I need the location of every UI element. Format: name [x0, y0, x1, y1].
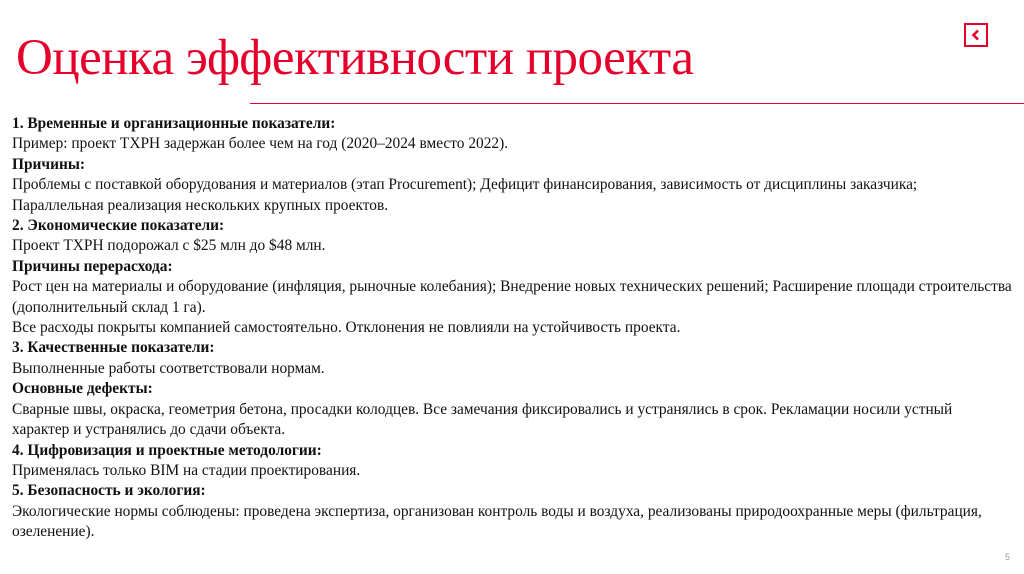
slide-title: Оценка эффективности проекта — [16, 30, 694, 86]
reasons-text: Проблемы с поставкой оборудования и материалов (этап Procurement); Дефицит финансирования, зависимость от дисциплины заказчика; Параллельная реализация нескольких крупных проектов. — [12, 176, 918, 214]
title-divider — [250, 103, 1024, 104]
subheading-reasons: Причины: — [12, 155, 85, 173]
slide-content — [12, 114, 1012, 543]
section-heading-time: 1. Временные и организационные показатели: — [12, 115, 336, 132]
back-button[interactable] — [964, 23, 988, 47]
section-heading-quality: 3. Качественные показатели: — [12, 339, 215, 357]
section-heading-safety: 5. Безопасность и экология: — [12, 482, 206, 500]
subheading-overrun-reasons: Причины перерасхода: — [12, 257, 173, 275]
expenses-covered-text: Все расходы покрыты компанией самостоятельно. Отклонения не повлияли на устойчивость проекта. — [12, 319, 681, 337]
time-example-text: Пример: проект ТХРН задержан более чем на год (2020–2024 вместо 2022). — [12, 135, 509, 153]
digitalization-text: Применялась только BIM на стадии проектирования. — [12, 461, 361, 479]
section-heading-economic: 2. Экономические показатели: — [12, 217, 225, 235]
defects-text: Сварные швы, окраска, геометрия бетона, просадки колодцев. Все замечания фиксировались и устранялись в срок. Рекламации носили устный характер и устранялись до сдачи объекта. — [12, 400, 953, 439]
economic-text: Проект ТХРН подорожал с $25 млн до $48 млн. — [12, 237, 326, 255]
safety-text: Экологические нормы соблюдены: проведена экспертиза, организован контроль воды и воздуха, реализованы природоохранные меры (фильтрация, озеленение). — [12, 502, 982, 541]
section-heading-digitalization: 4. Цифровизация и проектные методологии: — [12, 441, 322, 459]
overrun-reasons-text: Рост цен на материалы и оборудование (инфляция, рыночные колебания); Внедрение новых технических решений; Расширение площади строительства (дополнительный склад 1 га). — [12, 278, 1012, 316]
subheading-defects: Основные дефекты: — [12, 380, 153, 398]
quality-text: Выполненные работы соответствовали нормам. — [12, 359, 325, 377]
page-number: 5 — [1004, 552, 1010, 562]
back-arrow-icon — [970, 29, 982, 41]
